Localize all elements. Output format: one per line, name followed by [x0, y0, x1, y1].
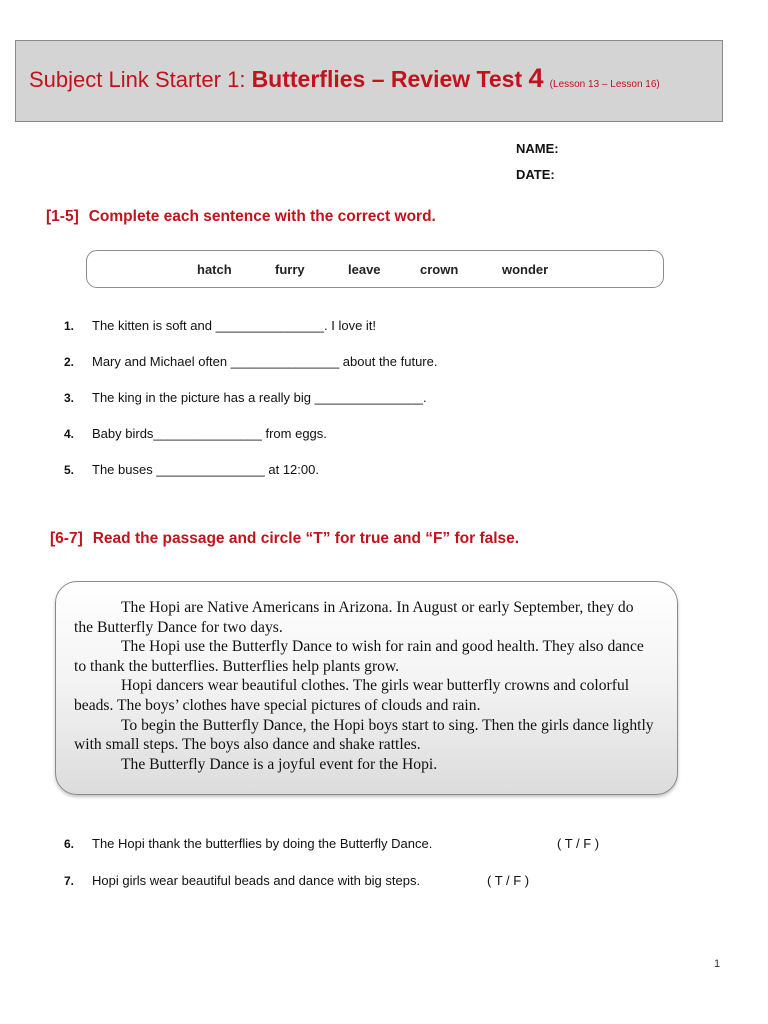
word-bank-item: leave — [348, 262, 381, 277]
question-number: 3. — [64, 391, 75, 405]
question-row — [64, 390, 427, 405]
question-text: The king in the picture has a really big _______________. — [92, 390, 427, 405]
passage-paragraph: Hopi dancers wear beautiful clothes. The girls wear butterfly crowns and colorful beads. The boys’ clothes have special pictures of clouds and rain. — [74, 677, 630, 714]
section2-number: [6-7] — [50, 530, 83, 547]
passage-paragraph: The Hopi use the Butterfly Dance to wish for rain and good health. They also dance to thank the butterflies. Butterflies help plants grow. — [74, 638, 644, 675]
question-number: 5. — [64, 463, 75, 477]
question-text: The kitten is soft and _______________. I love it! — [92, 318, 377, 333]
question-row — [64, 354, 437, 369]
name-label: NAME: — [516, 141, 559, 156]
word-bank-item: wonder — [502, 262, 549, 277]
question-text: The buses _______________ at 12:00. — [92, 462, 319, 477]
question-row — [64, 462, 319, 477]
section2-instruction: Read the passage and circle “T” for true and “F” for false. — [92, 530, 520, 547]
title-number: 4 — [528, 63, 544, 93]
word-bank-item: crown — [420, 262, 459, 277]
tf-question-row — [64, 836, 432, 851]
true-false-options[interactable]: ( T / F ) — [487, 873, 530, 888]
passage-paragraph: The Butterfly Dance is a joyful event for the Hopi. — [121, 755, 438, 773]
section1-instruction: Complete each sentence with the correct word. — [88, 208, 436, 225]
word-bank — [86, 250, 664, 288]
question-text: Mary and Michael often _______________ about the future. — [92, 354, 438, 369]
question-text: Baby birds_______________ from eggs. — [92, 426, 327, 441]
true-false-options[interactable]: ( T / F ) — [557, 836, 600, 851]
section1-heading — [46, 208, 436, 226]
question-text: The Hopi thank the butterflies by doing the Butterfly Dance. — [92, 836, 433, 851]
date-label: DATE: — [516, 167, 555, 182]
question-number: 4. — [64, 427, 75, 441]
question-number: 2. — [64, 355, 75, 369]
question-number: 1. — [64, 319, 75, 333]
question-number: 6. — [64, 837, 75, 851]
reading-passage — [74, 598, 654, 774]
title-prefix: Subject Link Starter 1: — [29, 67, 252, 92]
title-main: Butterflies – Review Test — [251, 66, 529, 92]
word-bank-item: furry — [275, 262, 305, 277]
page-title — [29, 63, 660, 94]
question-number: 7. — [64, 874, 75, 888]
section2-heading — [50, 530, 519, 548]
section1-number: [1-5] — [46, 208, 79, 225]
title-banner — [15, 40, 723, 122]
passage-paragraph: The Hopi are Native Americans in Arizona. In August or early September, they do the Butterfly Dance for two days. — [74, 599, 634, 636]
question-text: Hopi girls wear beautiful beads and dance with big steps. — [92, 873, 421, 888]
question-row — [64, 426, 327, 441]
tf-question-row — [64, 873, 420, 888]
page-number: 1 — [714, 958, 721, 970]
title-lessons: (Lesson 13 – Lesson 16) — [549, 79, 660, 90]
question-row — [64, 318, 376, 333]
reading-passage-box — [55, 581, 678, 795]
passage-paragraph: To begin the Butterfly Dance, the Hopi boys start to sing. Then the girls dance lightly with small steps. The boys also dance and shake rattles. — [74, 716, 654, 754]
word-bank-item: hatch — [197, 262, 232, 277]
